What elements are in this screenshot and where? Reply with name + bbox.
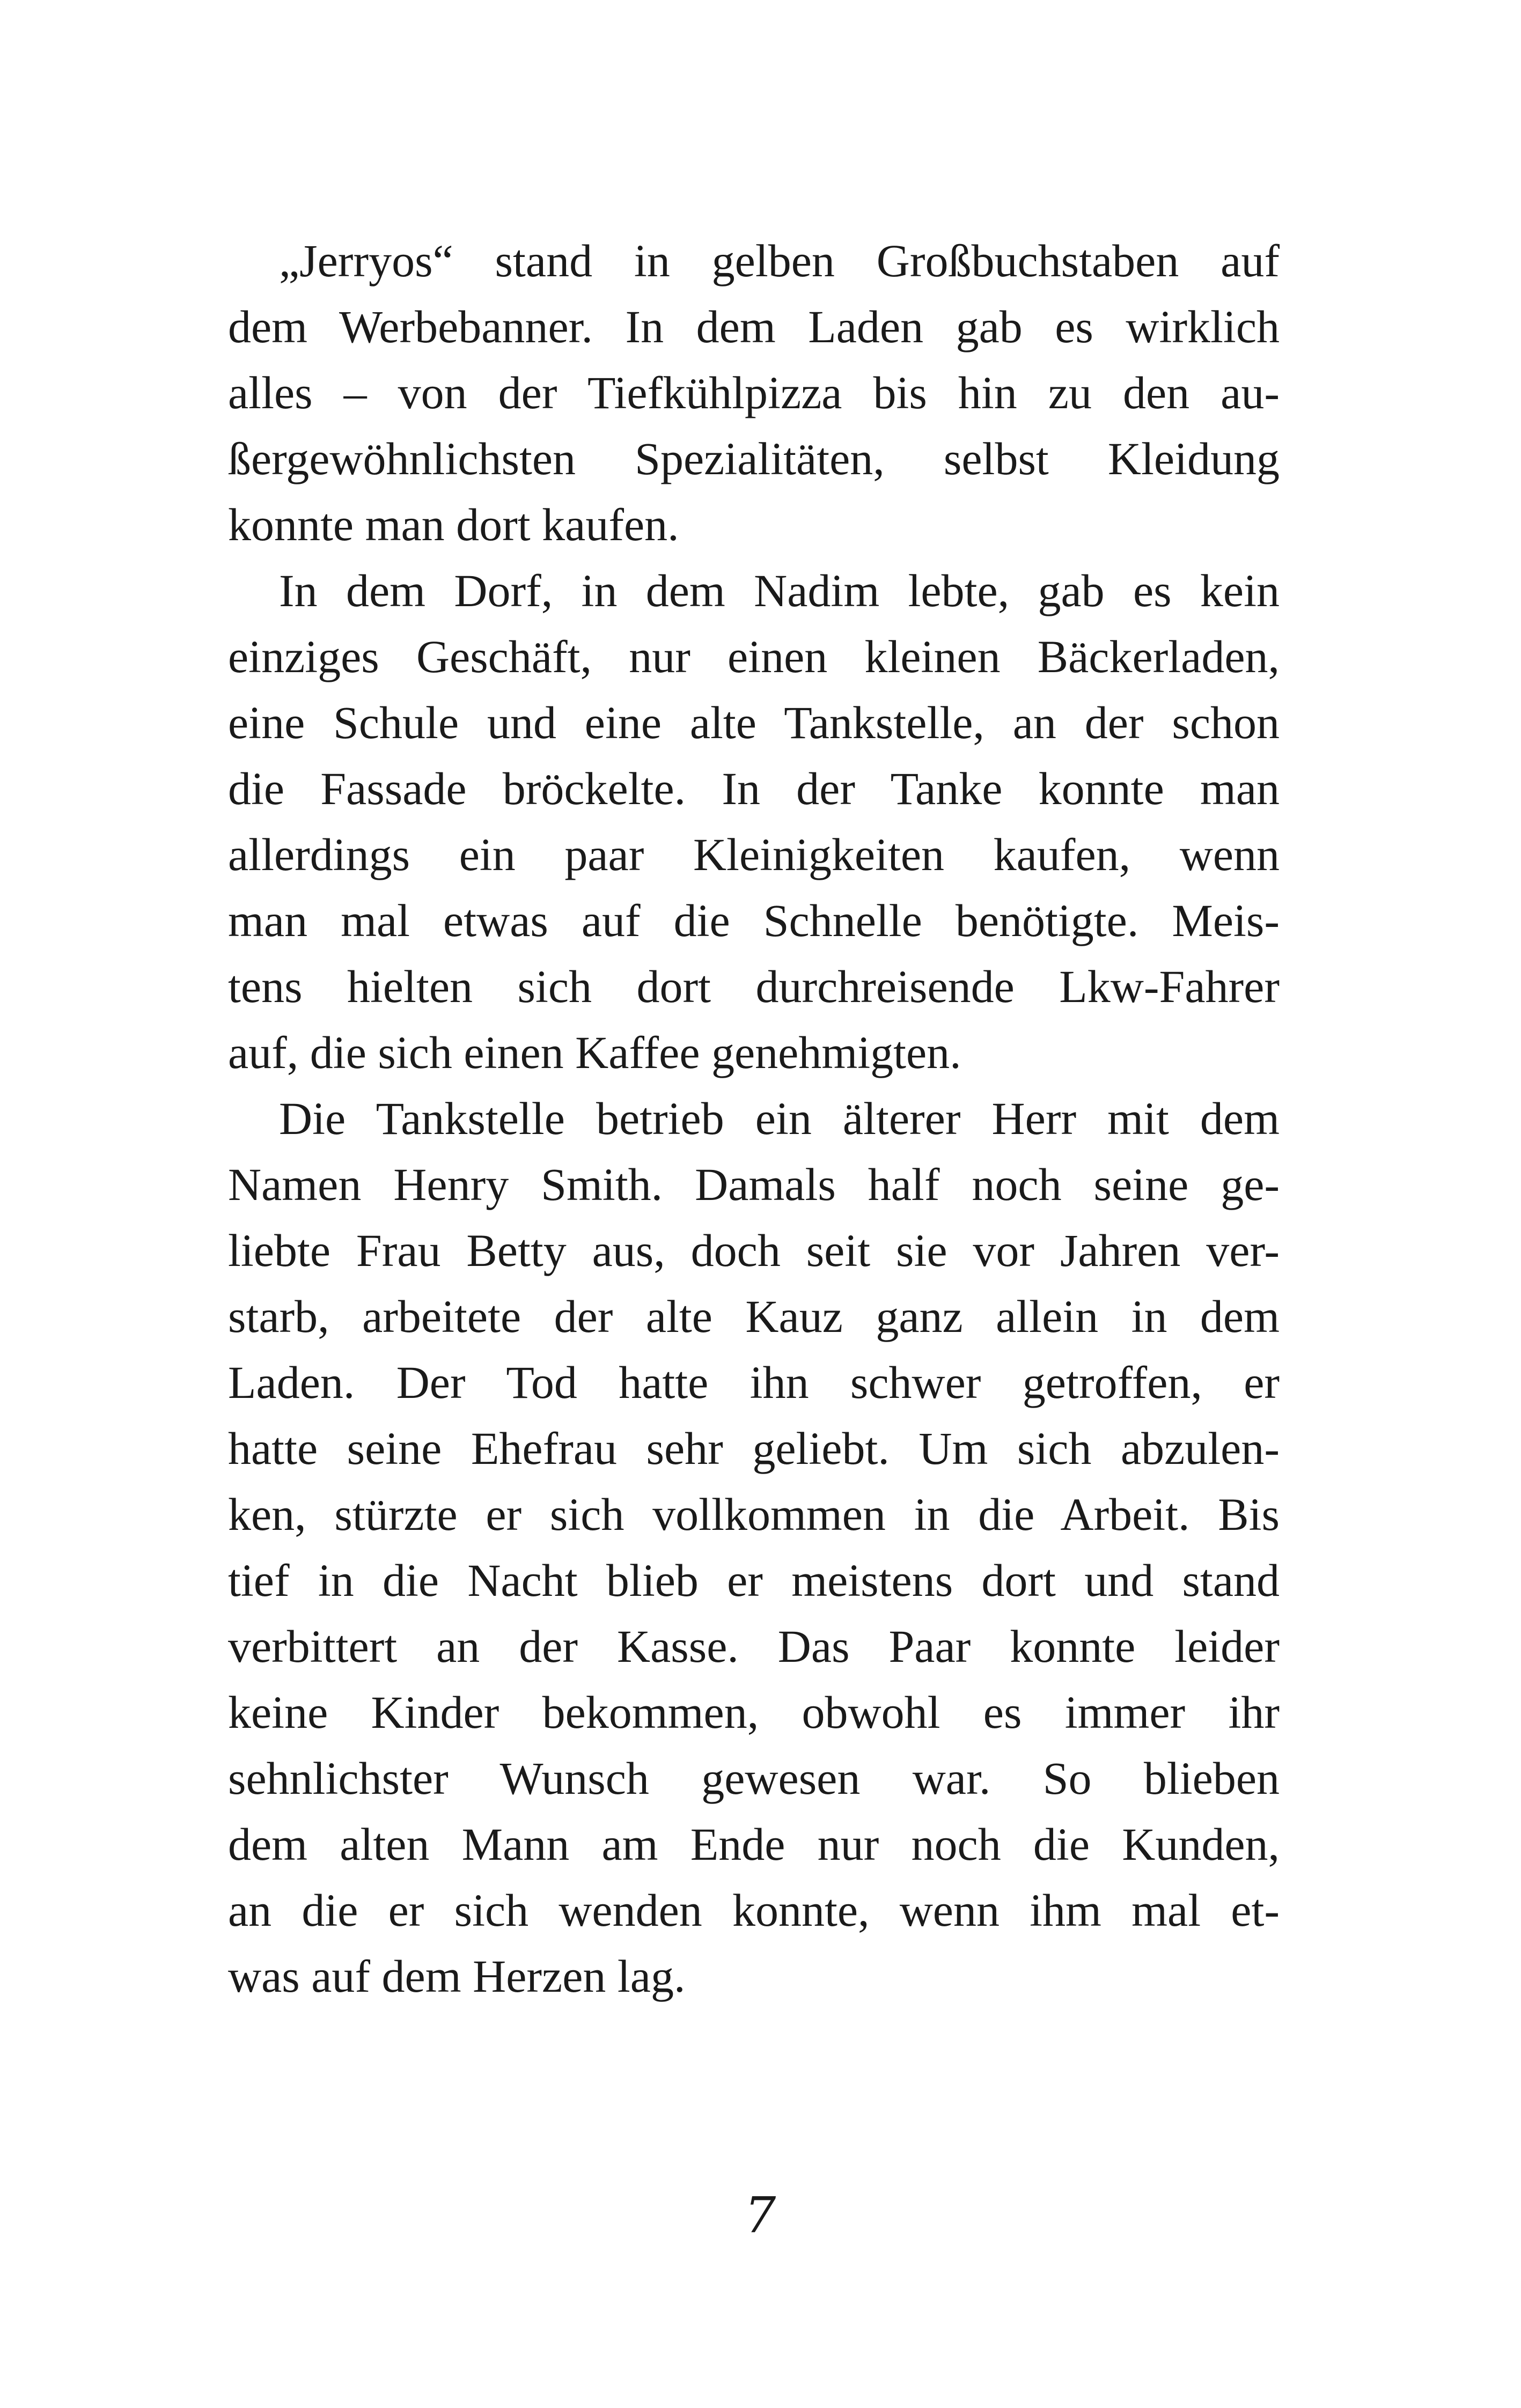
text-line: Die Tankstelle betrieb ein älterer Herr mit dem: [279, 1093, 1280, 1144]
text-line: die Fassade bröckelte. In der Tanke konnte man: [228, 763, 1280, 814]
text-line: keine Kinder bekommen, obwohl es immer ihr: [228, 1687, 1280, 1738]
text-line: allerdings ein paar Kleinigkeiten kaufen, wenn: [228, 829, 1280, 880]
text-line: tens hielten sich dort durchreisende Lkw-Fahrer: [228, 961, 1280, 1012]
text-line: dem Werbebanner. In dem Laden gab es wirklich: [228, 301, 1280, 352]
text-line: tief in die Nacht blieb er meistens dort und stand: [228, 1555, 1280, 1606]
text-line: ßergewöhnlichsten Spezialitäten, selbst Kleidung: [228, 433, 1280, 484]
text-line: In dem Dorf, in dem Nadim lebte, gab es kein: [279, 565, 1280, 616]
text-line: einziges Geschäft, nur einen kleinen Bäckerladen,: [228, 631, 1280, 682]
text-line: an die er sich wenden konnte, wenn ihm mal et-: [228, 1884, 1280, 1936]
text-line: ken, stürzte er sich vollkommen in die Arbeit. Bis: [228, 1489, 1280, 1540]
text-line: liebte Frau Betty aus, doch seit sie vor Jahren ver-: [228, 1225, 1280, 1276]
text-line: was auf dem Herzen lag.: [228, 1950, 686, 2002]
page-number: 7: [744, 2186, 776, 2244]
text-line: Laden. Der Tod hatte ihn schwer getroffen, er: [228, 1357, 1280, 1408]
text-line: man mal etwas auf die Schnelle benötigte. Meis-: [228, 895, 1280, 946]
text-line: eine Schule und eine alte Tankstelle, an der schon: [228, 697, 1280, 748]
text-line: dem alten Mann am Ende nur noch die Kunden,: [228, 1818, 1280, 1870]
body-text: [228, 228, 1280, 2009]
text-line: konnte man dort kaufen.: [228, 499, 679, 550]
text-line: verbittert an der Kasse. Das Paar konnte leider: [228, 1621, 1280, 1672]
text-line: auf, die sich einen Kaffee genehmigten.: [228, 1027, 961, 1078]
text-line: sehnlichster Wunsch gewesen war. So blieben: [228, 1752, 1280, 1804]
text-line: starb, arbeitete der alte Kauz ganz allein in dem: [228, 1291, 1280, 1342]
text-line: alles – von der Tiefkühlpizza bis hin zu den au-: [228, 367, 1280, 418]
text-line: Namen Henry Smith. Damals half noch seine ge-: [228, 1159, 1280, 1210]
text-line: hatte seine Ehefrau sehr geliebt. Um sich abzulen-: [228, 1423, 1280, 1474]
text-line: „Jerryos“ stand in gelben Großbuchstaben auf: [279, 235, 1280, 286]
